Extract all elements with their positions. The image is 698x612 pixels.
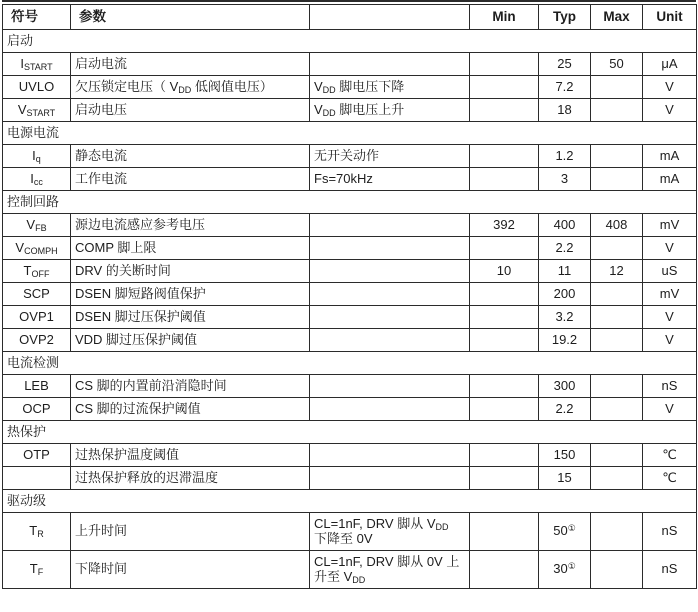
section-row: [3, 421, 697, 444]
symbol-cell: $T_R$: [3, 513, 71, 551]
table-top-rule: [2, 0, 696, 2]
unit-cell: uS: [643, 260, 697, 283]
max-cell: [591, 398, 643, 421]
condition-cell: [310, 306, 470, 329]
typ-cell: 3: [539, 168, 591, 191]
max-cell: [591, 513, 643, 551]
min-cell: [470, 398, 539, 421]
symbol-cell: UVLO: [3, 76, 71, 99]
condition-cell: 无开关动作: [310, 145, 470, 168]
column-header-conditions: [310, 5, 470, 30]
condition-cell: Fs=70kHz: [310, 168, 470, 191]
typ-cell: 2.2: [539, 398, 591, 421]
parameter-cell: DSEN 脚短路阀值保护: [71, 283, 310, 306]
min-cell: [470, 76, 539, 99]
condition-cell: [310, 375, 470, 398]
section-row: [3, 191, 697, 214]
parameter-cell: 过热保护温度阈值: [71, 444, 310, 467]
max-cell: [591, 76, 643, 99]
table-row: [3, 214, 697, 237]
parameter-cell: CS 脚的过流保护阈值: [71, 398, 310, 421]
table-row: [3, 237, 697, 260]
typ-cell: 200: [539, 283, 591, 306]
condition-cell: [310, 467, 470, 490]
electrical-characteristics-table: [2, 4, 697, 589]
min-cell: 392: [470, 214, 539, 237]
parameter-cell: 上升时间: [71, 513, 310, 551]
condition-cell: [310, 329, 470, 352]
max-cell: [591, 99, 643, 122]
unit-cell: V: [643, 237, 697, 260]
condition-cell: [310, 237, 470, 260]
max-cell: [591, 329, 643, 352]
max-cell: 12: [591, 260, 643, 283]
symbol-cell: LEB: [3, 375, 71, 398]
parameter-cell: VDD 脚过压保护阈值: [71, 329, 310, 352]
unit-cell: nS: [643, 551, 697, 589]
table-row: [3, 145, 697, 168]
min-cell: [470, 283, 539, 306]
symbol-cell: [3, 467, 71, 490]
max-cell: [591, 375, 643, 398]
table-row: [3, 306, 697, 329]
symbol-cell: $I_q$: [3, 145, 71, 168]
typ-cell: 300: [539, 375, 591, 398]
min-cell: [470, 467, 539, 490]
unit-cell: nS: [643, 513, 697, 551]
parameter-cell: 启动电流: [71, 53, 310, 76]
unit-cell: V: [643, 76, 697, 99]
unit-cell: mV: [643, 214, 697, 237]
unit-cell: mA: [643, 168, 697, 191]
section-row: [3, 352, 697, 375]
typ-cell: 11: [539, 260, 591, 283]
table-row: [3, 513, 697, 551]
unit-cell: V: [643, 329, 697, 352]
max-cell: [591, 444, 643, 467]
section-label: 电源电流: [3, 122, 697, 145]
max-cell: [591, 145, 643, 168]
table-row: [3, 329, 697, 352]
table-row: [3, 375, 697, 398]
parameter-cell: 源边电流感应参考电压: [71, 214, 310, 237]
column-header-parameter: 参数: [71, 5, 310, 30]
max-cell: [591, 306, 643, 329]
symbol-cell: $V_{COMPH}$: [3, 237, 71, 260]
typ-cell: 30①: [539, 551, 591, 589]
symbol-cell: OVP2: [3, 329, 71, 352]
parameter-cell: 欠压锁定电压（ $V_{DD}$ 低阀值电压）: [71, 76, 310, 99]
condition-cell: $V_{DD}$ 脚电压下降: [310, 76, 470, 99]
condition-cell: [310, 260, 470, 283]
condition-cell: [310, 53, 470, 76]
typ-cell: 2.2: [539, 237, 591, 260]
section-label: 电流检测: [3, 352, 697, 375]
table-row: [3, 398, 697, 421]
table-row: [3, 467, 697, 490]
table-row: [3, 283, 697, 306]
min-cell: [470, 444, 539, 467]
symbol-cell: $T_F$: [3, 551, 71, 589]
unit-cell: mV: [643, 283, 697, 306]
condition-cell: $V_{DD}$ 脚电压上升: [310, 99, 470, 122]
section-row: [3, 30, 697, 53]
table-row: [3, 168, 697, 191]
min-cell: [470, 168, 539, 191]
table-row: [3, 99, 697, 122]
min-cell: [470, 375, 539, 398]
max-cell: 50: [591, 53, 643, 76]
column-header-symbol: 符号: [3, 5, 71, 30]
column-header-unit: Unit: [643, 5, 697, 30]
typ-cell: 18: [539, 99, 591, 122]
min-cell: [470, 99, 539, 122]
section-label: 驱动级: [3, 490, 697, 513]
symbol-cell: $V_{FB}$: [3, 214, 71, 237]
min-cell: [470, 513, 539, 551]
condition-cell: CL=1nF, DRV 脚从 $V_{DD}$ 下降至 0V: [310, 513, 470, 551]
condition-cell: [310, 214, 470, 237]
symbol-cell: $I_{cc}$: [3, 168, 71, 191]
max-cell: [591, 168, 643, 191]
typ-cell: 150: [539, 444, 591, 467]
parameter-cell: CS 脚的内置前沿消隐时间: [71, 375, 310, 398]
section-row: [3, 490, 697, 513]
typ-cell: 400: [539, 214, 591, 237]
table-header: [3, 5, 697, 30]
table-row: [3, 444, 697, 467]
section-row: [3, 122, 697, 145]
symbol-cell: $T_{OFF}$: [3, 260, 71, 283]
typ-cell: 1.2: [539, 145, 591, 168]
typ-cell: 50①: [539, 513, 591, 551]
column-header-typ: Typ: [539, 5, 591, 30]
header-row: [3, 5, 697, 30]
parameter-cell: COMP 脚上限: [71, 237, 310, 260]
min-cell: [470, 145, 539, 168]
min-cell: 10: [470, 260, 539, 283]
table-row: [3, 76, 697, 99]
table-row: [3, 53, 697, 76]
symbol-cell: OVP1: [3, 306, 71, 329]
min-cell: [470, 551, 539, 589]
table-body: [3, 30, 697, 589]
condition-cell: [310, 398, 470, 421]
max-cell: [591, 283, 643, 306]
section-label: 启动: [3, 30, 697, 53]
typ-cell: 25: [539, 53, 591, 76]
max-cell: [591, 237, 643, 260]
symbol-cell: OCP: [3, 398, 71, 421]
min-cell: [470, 306, 539, 329]
parameter-cell: 静态电流: [71, 145, 310, 168]
unit-cell: μA: [643, 53, 697, 76]
unit-cell: mA: [643, 145, 697, 168]
min-cell: [470, 53, 539, 76]
table-row: [3, 260, 697, 283]
typ-cell: 7.2: [539, 76, 591, 99]
typ-cell: 19.2: [539, 329, 591, 352]
section-label: 热保护: [3, 421, 697, 444]
parameter-cell: 下降时间: [71, 551, 310, 589]
unit-cell: nS: [643, 375, 697, 398]
parameter-cell: 启动电压: [71, 99, 310, 122]
max-cell: [591, 467, 643, 490]
column-header-max: Max: [591, 5, 643, 30]
unit-cell: ℃: [643, 444, 697, 467]
parameter-cell: DRV 的关断时间: [71, 260, 310, 283]
max-cell: 408: [591, 214, 643, 237]
table-row: [3, 551, 697, 589]
typ-cell: 3.2: [539, 306, 591, 329]
unit-cell: V: [643, 306, 697, 329]
condition-cell: [310, 283, 470, 306]
symbol-cell: $V_{START}$: [3, 99, 71, 122]
symbol-cell: OTP: [3, 444, 71, 467]
column-header-min: Min: [470, 5, 539, 30]
parameter-cell: DSEN 脚过压保护阈值: [71, 306, 310, 329]
section-label: 控制回路: [3, 191, 697, 214]
min-cell: [470, 237, 539, 260]
condition-cell: CL=1nF, DRV 脚从 0V 上升至 $V_{DD}$: [310, 551, 470, 589]
min-cell: [470, 329, 539, 352]
max-cell: [591, 551, 643, 589]
parameter-cell: 工作电流: [71, 168, 310, 191]
unit-cell: ℃: [643, 467, 697, 490]
typ-cell: 15: [539, 467, 591, 490]
parameter-cell: 过热保护释放的迟滞温度: [71, 467, 310, 490]
symbol-cell: $I_{START}$: [3, 53, 71, 76]
unit-cell: V: [643, 398, 697, 421]
symbol-cell: SCP: [3, 283, 71, 306]
unit-cell: V: [643, 99, 697, 122]
condition-cell: [310, 444, 470, 467]
